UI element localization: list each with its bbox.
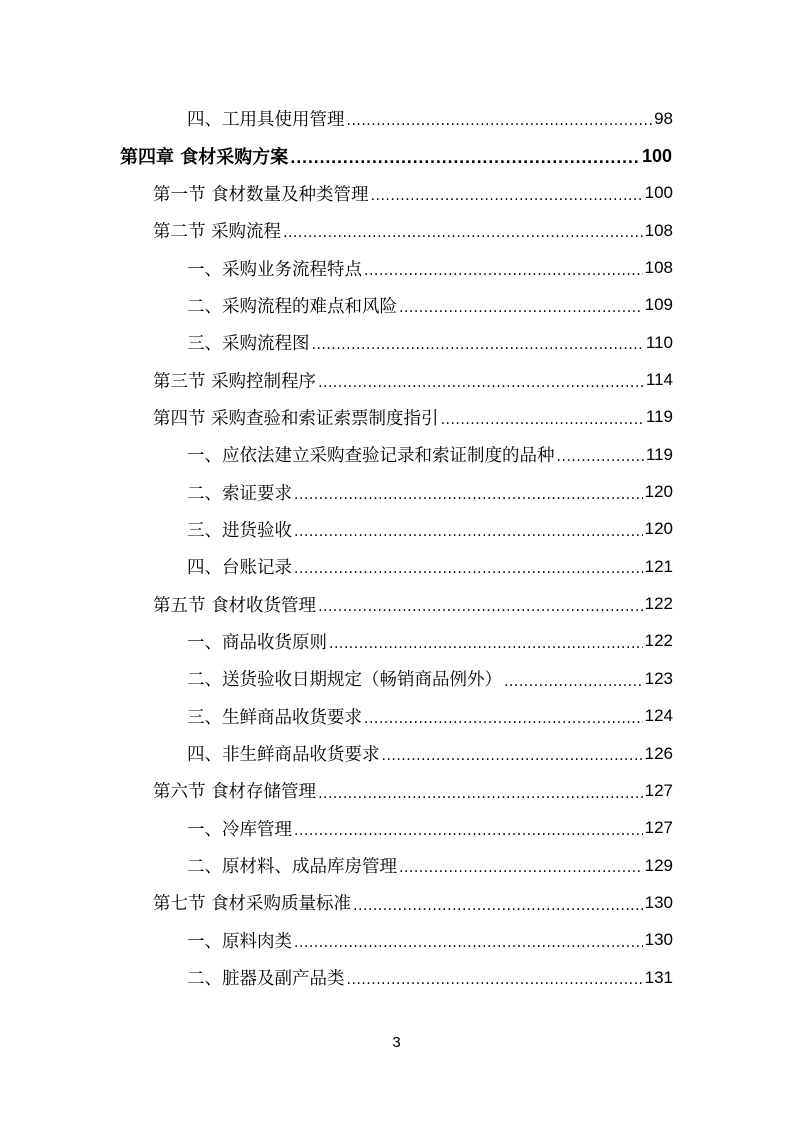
toc-entry-item[interactable] [0,922,673,959]
toc-entry-section[interactable] [0,884,673,921]
toc-dot-leader [318,600,643,623]
toc-entry-title: 二、索证要求 [187,483,292,504]
toc-dot-leader [364,712,643,735]
toc-dot-leader [557,450,644,473]
toc-entry-page-number: 131 [644,967,673,987]
toc-entry-item[interactable] [0,473,673,510]
toc-entry-title: 二、送货验收日期规定（畅销商品例外） [187,670,502,691]
toc-entry-page-number: 120 [644,482,673,502]
page-number: 3 [392,1034,401,1051]
toc-entry-title: 一、采购业务流程特点 [187,259,362,280]
toc-entry-title: 第四章 食材采购方案 [120,147,289,169]
toc-entry-title: 一、原料肉类 [187,931,292,952]
toc-dot-leader [290,152,640,175]
toc-entry-page-number: 120 [644,519,673,539]
toc-dot-leader [504,675,643,698]
toc-entry-title: 四、非生鲜商品收货要求 [187,745,380,766]
toc-entry-page-number: 127 [644,818,673,838]
toc-entry-item[interactable] [0,548,673,585]
toc-entry-page-number: 122 [644,631,673,651]
toc-entry-title: 第五节 食材收货管理 [153,595,317,616]
toc-entry-page-number: 123 [644,668,673,688]
toc-entry-page-number: 130 [644,930,673,950]
toc-entry-section[interactable] [0,399,673,436]
toc-entry-section[interactable] [0,361,673,398]
toc-entry-section[interactable] [0,175,673,212]
toc-entry-item[interactable] [0,698,673,735]
toc-dot-leader [371,189,643,212]
toc-entry-page-number: 124 [644,706,673,726]
toc-dot-leader [318,787,643,810]
toc-entry-title: 第七节 食材采购质量标准 [153,894,352,915]
toc-entry-page-number: 121 [644,556,673,576]
toc-entry-title: 第二节 采购流程 [153,222,282,243]
toc-entry-title: 一、商品收货原则 [187,632,327,653]
toc-entry-title: 第四节 采购查验和索证索票制度指引 [153,408,439,429]
toc-entry-section[interactable] [0,212,673,249]
toc-entry-item[interactable] [0,324,673,361]
toc-entry-title: 二、采购流程的难点和风险 [187,296,397,317]
toc-entry-title: 三、进货验收 [187,520,292,541]
toc-entry-item[interactable] [0,100,673,137]
toc-entry-page-number: 110 [645,332,673,352]
toc-entry-item[interactable] [0,810,673,847]
toc-dot-leader [318,376,644,399]
toc-dot-leader [441,413,644,436]
toc-entry-page-number: 126 [644,743,673,763]
toc-entry-chapter[interactable] [0,137,672,174]
toc-entry-item[interactable] [0,511,673,548]
toc-dot-leader [347,114,653,137]
toc-entry-title: 第三节 采购控制程序 [153,371,317,392]
toc-entry-title: 二、原材料、成品库房管理 [187,857,397,878]
toc-dot-leader [329,637,643,660]
toc-dot-leader [353,899,643,922]
toc-entry-page-number: 127 [644,780,673,800]
toc-dot-leader [294,824,643,847]
toc-dot-leader [312,338,644,361]
toc-entry-title: 二、脏器及副产品类 [187,969,345,990]
toc-entry-page-number: 114 [645,370,673,390]
toc-entry-page-number: 119 [645,444,673,464]
toc-dot-leader [294,562,643,585]
toc-entry-item[interactable] [0,287,673,324]
toc-dot-leader [294,936,643,959]
toc-entry-title: 三、生鲜商品收货要求 [187,707,362,728]
toc-entry-section[interactable] [0,585,673,622]
toc-entry-page-number: 108 [644,258,673,278]
toc-dot-leader [382,749,643,772]
toc-dot-leader [294,488,643,511]
toc-dot-leader [347,973,643,996]
toc-entry-page-number: 122 [644,594,673,614]
toc-entry-item[interactable] [0,249,673,286]
toc-dot-leader [283,226,643,249]
toc-entry-title: 第六节 食材存储管理 [153,782,317,803]
toc-entry-page-number: 98 [654,108,673,128]
toc-entry-page-number: 119 [645,407,673,427]
toc-dot-leader [399,301,643,324]
toc-entry-item[interactable] [0,959,673,996]
toc-entry-title: 四、工用具使用管理 [187,110,345,131]
toc-entry-item[interactable] [0,436,673,473]
toc-entry-title: 第一节 食材数量及种类管理 [153,184,369,205]
toc-dot-leader [399,861,643,884]
toc-entry-section[interactable] [0,772,673,809]
toc-entry-title: 四、台账记录 [187,558,292,579]
table-of-contents [0,100,793,996]
toc-entry-item[interactable] [0,660,673,697]
toc-entry-page-number: 108 [644,220,673,240]
toc-entry-title: 一、冷库管理 [187,819,292,840]
toc-entry-item[interactable] [0,847,673,884]
toc-dot-leader [294,525,643,548]
toc-entry-title: 一、应依法建立采购查验记录和索证制度的品种 [187,446,555,467]
toc-entry-page-number: 100 [641,145,672,166]
toc-entry-page-number: 109 [644,295,673,315]
toc-entry-page-number: 100 [644,183,673,203]
toc-dot-leader [364,264,643,287]
toc-entry-title: 三、采购流程图 [187,334,310,355]
toc-entry-page-number: 129 [644,855,673,875]
toc-entry-item[interactable] [0,623,673,660]
toc-entry-item[interactable] [0,735,673,772]
toc-entry-page-number: 130 [644,892,673,912]
